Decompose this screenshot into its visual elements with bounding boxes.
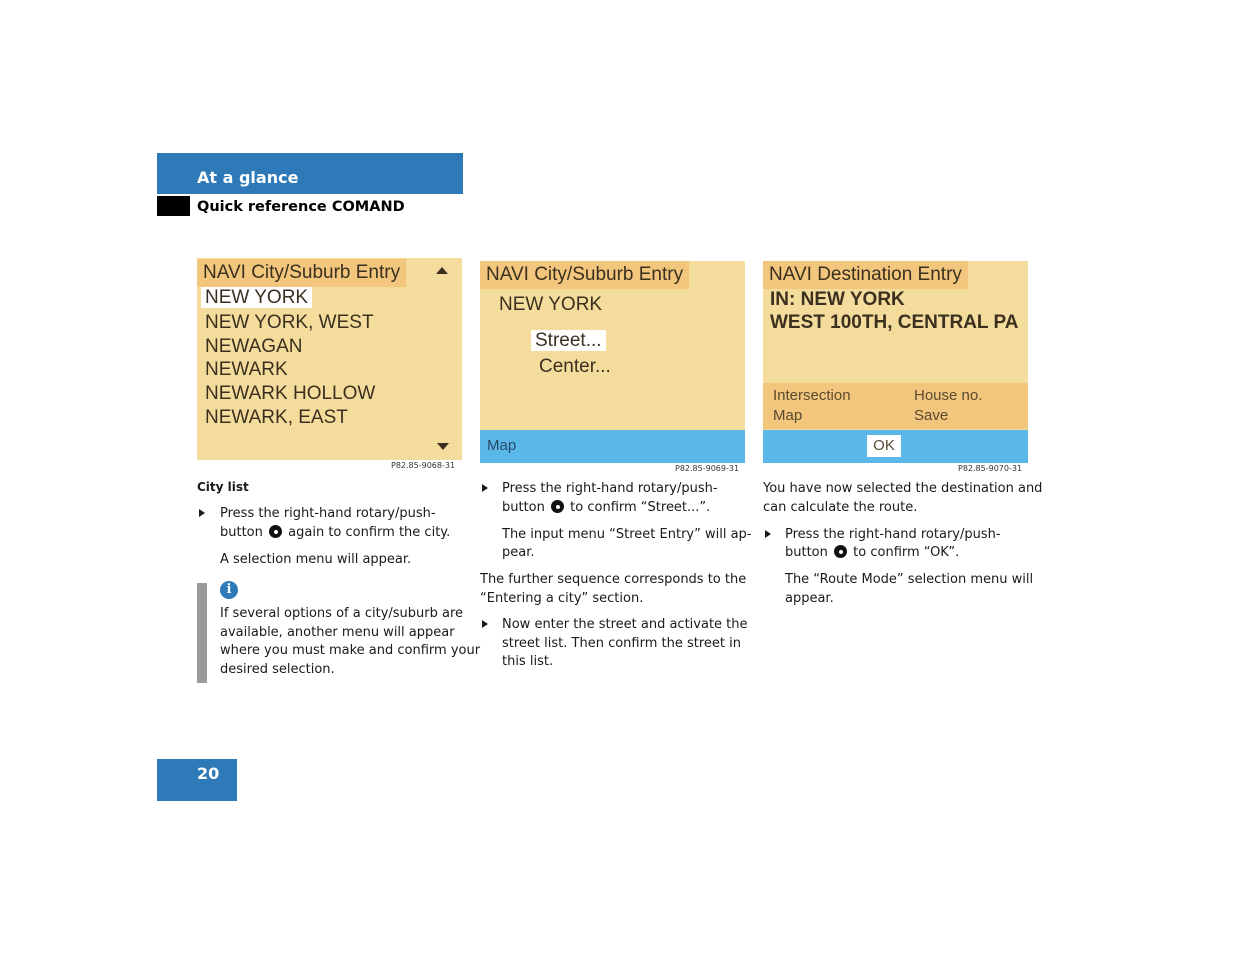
result-text: pear.	[502, 545, 535, 560]
scroll-up-icon	[436, 267, 448, 274]
instruction-line: button to confirm “OK”.	[785, 545, 960, 560]
bullet-icon	[482, 484, 488, 492]
softkey-bar	[480, 430, 745, 463]
section-title: At a glance	[197, 168, 299, 187]
info-line: desired selection.	[220, 662, 335, 677]
info-line: If several options of a city/suburb are	[220, 606, 464, 621]
rotary-button-icon	[551, 500, 564, 513]
list-item-selected: NEW YORK	[201, 287, 312, 309]
bullet-icon	[482, 620, 488, 628]
softkey-bar	[763, 430, 1028, 463]
instruction-line: Now enter the street and activate the	[502, 617, 748, 632]
destination-city: IN: NEW YORK	[770, 289, 905, 310]
bullet-icon	[199, 509, 205, 517]
paragraph-line: can calculate the route.	[763, 500, 918, 515]
rotary-button-icon	[834, 545, 847, 558]
info-icon: i	[220, 581, 238, 599]
scroll-down-icon	[437, 443, 449, 450]
softkey-map: Map	[487, 437, 517, 454]
screen-city-list	[197, 258, 462, 460]
instruction-line: button again to confirm the city.	[220, 525, 451, 540]
result-text: The “Route Mode” selection menu will	[785, 572, 1034, 587]
option-save: Save	[914, 407, 949, 424]
result-text: The input menu “Street Entry” will ap-	[502, 527, 752, 542]
destination-street: WEST 100TH, CENTRAL PA	[770, 312, 1019, 333]
list-item: NEWARK, EAST	[205, 407, 348, 428]
subsection-title: Quick reference COMAND	[197, 199, 405, 215]
option-house-no: House no.	[914, 387, 983, 404]
option-intersection: Intersection	[773, 387, 851, 404]
figure-caption: P82.85-9070-31	[958, 464, 1023, 473]
figure-caption: P82.85-9068-31	[391, 461, 456, 470]
option-center: Center...	[539, 356, 611, 377]
paragraph-line: The further sequence corresponds to the	[480, 572, 747, 587]
list-item: NEWARK	[205, 359, 288, 380]
screen-title: NAVI Destination Entry	[763, 261, 968, 289]
subsection-marker	[157, 196, 190, 216]
option-street: Street...	[531, 330, 606, 352]
instruction-line: Press the right-hand rotary/push-	[220, 506, 436, 521]
screen-title: NAVI City/Suburb Entry	[197, 259, 406, 287]
screen-title: NAVI City/Suburb Entry	[480, 261, 689, 289]
instruction-line: Press the right-hand rotary/push-	[785, 527, 1001, 542]
subheading-city-list: City list	[197, 480, 249, 494]
info-sidebar	[197, 583, 207, 683]
screen-city-options	[480, 261, 745, 463]
result-text: appear.	[785, 591, 834, 606]
instruction-line: Press the right-hand rotary/push-	[502, 481, 718, 496]
rotary-button-icon	[269, 525, 282, 538]
paragraph-line: “Entering a city” section.	[480, 591, 644, 606]
result-text: A selection menu will appear.	[220, 552, 412, 567]
list-item: NEWAGAN	[205, 336, 303, 357]
list-item: NEW YORK, WEST	[205, 312, 374, 333]
info-line: where you must make and confirm your	[220, 643, 481, 658]
instruction-line: button to confirm “Street...”.	[502, 500, 711, 515]
page-number: 20	[197, 764, 220, 783]
bullet-icon	[765, 530, 771, 538]
instruction-line: street list. Then confirm the street in	[502, 636, 741, 651]
option-map: Map	[773, 407, 803, 424]
info-line: available, another menu will appear	[220, 625, 455, 640]
options-panel	[763, 383, 1028, 429]
screen-destination-entry	[763, 261, 1028, 463]
instruction-line: this list.	[502, 654, 554, 669]
selected-city: NEW YORK	[499, 294, 603, 315]
paragraph-line: You have now selected the destination and	[763, 481, 1043, 496]
figure-caption: P82.85-9069-31	[675, 464, 740, 473]
ok-button: OK	[867, 435, 901, 457]
list-item: NEWARK HOLLOW	[205, 383, 376, 404]
